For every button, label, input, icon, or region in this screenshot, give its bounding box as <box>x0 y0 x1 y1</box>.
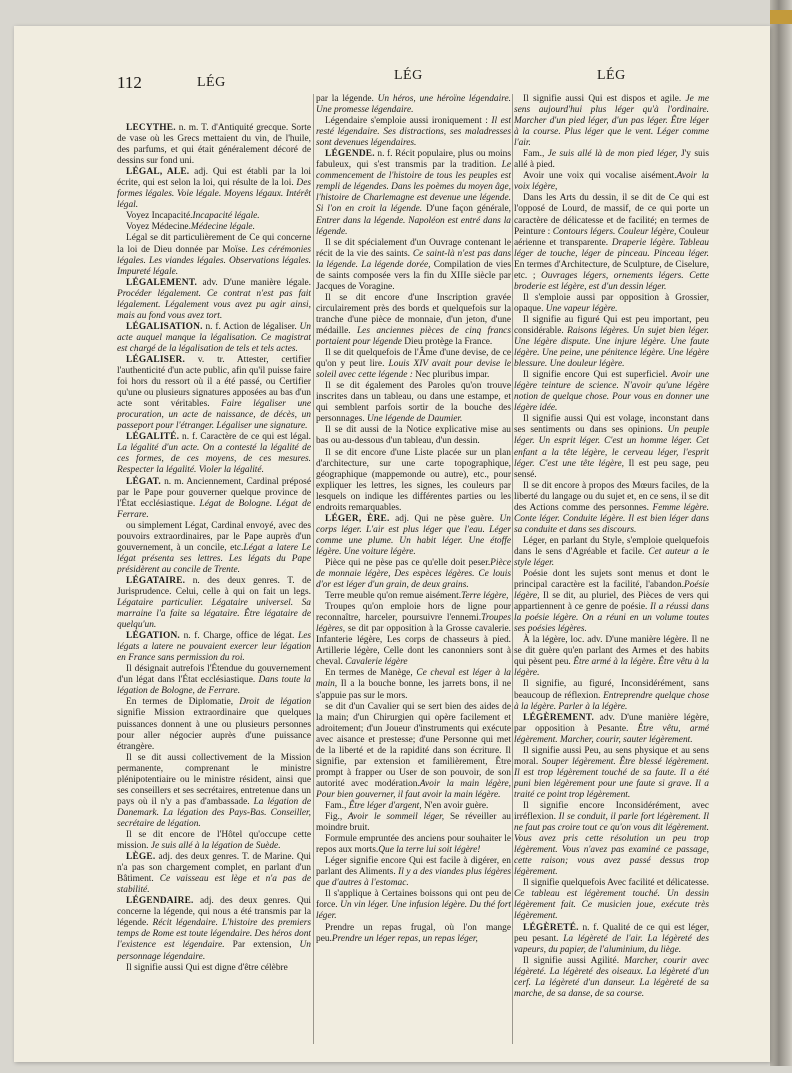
definition-text: Par extension, <box>224 940 292 951</box>
definition-text: Troupes qu'on emploie hors de ligne pour reconnaître, harceler, poursuivre l'ennemi. <box>316 602 511 624</box>
definition-text: n. f. Charge, office de légat. <box>179 631 295 642</box>
definition-text: Il a la bouche bonne, les jarrets bons, il ne s'appuie pas sur le mors. <box>316 679 511 701</box>
example-text: Poésie légère, <box>514 580 709 602</box>
definition-text: Fam., <box>325 801 347 811</box>
example-text: Ouvrages légers, ornements légers. Cette broderie est légère, est d'un dessin léger. <box>514 270 709 292</box>
headword: LÉGAL, ALE. <box>126 167 190 178</box>
dictionary-entry <box>117 576 311 631</box>
example-text: Un acte auquel manque la légalisation. Ce magistrat est chargé de la légalisation de tels et tels actes. <box>117 321 311 354</box>
dictionary-entry <box>117 123 311 167</box>
example-text: Que la terre lui soit légère! <box>378 845 481 856</box>
definition-text: Il se dit quelquefois de l'Âme d'une devise, de ce qu'on y peut lire. <box>316 348 511 370</box>
example-text: Il se conduit, il parle fort légèrement. Il ne faut pas croire tout ce qu'on vous dit légèrement. Vous avez pris cette résolution un peu trop légèrement. Vous n'avez pas examiné ce passage, cette raison; vous avez passé dessus trop légèrement. <box>514 812 709 878</box>
definition-text: Léger signifie encore Qui est facile à digérer, en parlant des Aliments. <box>316 856 511 878</box>
headword: LÉCYTHE. <box>126 123 176 133</box>
page-number: 112 <box>117 73 142 92</box>
running-head-right: LÉG <box>597 68 626 83</box>
dictionary-entry <box>117 896 311 962</box>
example-text: Des formes légales. Voie légale. Moyens légaux. Intérêt légal. <box>117 178 311 211</box>
dictionary-entry <box>117 355 311 432</box>
dictionary-entry <box>514 801 709 878</box>
dictionary-entry <box>514 536 709 569</box>
definition-text: Compilation de vies de saints composée vers la fin du XIIIe siècle par Jacques de Voragine. <box>316 259 511 292</box>
example-text: Une légende de Daumier. <box>364 414 463 425</box>
example-text: Dans toute la légation de Bologne, de Ferrare. <box>117 675 311 697</box>
headword: LÉGAT. <box>126 476 161 487</box>
example-text: Les cérémonies légales. Les viandes légales. Observations légales. Impureté légale. <box>117 244 311 277</box>
book-edge-tab <box>770 10 792 24</box>
definition-text: Formule empruntée des anciens pour souhaiter le repos aux morts. <box>316 834 511 856</box>
dictionary-entry <box>117 852 311 896</box>
dictionary-entry <box>316 448 511 514</box>
dictionary-entry <box>316 293 511 348</box>
definition-text: Il s'applique à Certaines boissons qui ont peu de force. <box>316 889 511 911</box>
example-text: Procéder légalement. Ce contrat n'est pas fait légalement. Légalement vous avez pu agir ainsi, mais au fond vous avez tort. <box>117 288 311 321</box>
example-text: Cet auteur a le style léger. <box>514 546 709 568</box>
dictionary-entry <box>514 293 709 315</box>
dictionary-entry <box>514 746 709 801</box>
dictionary-entry <box>117 233 311 277</box>
example-text: Avoir la main légère, <box>419 778 511 789</box>
example-text: Il y a des viandes plus légères que d'autres à l'estomac. <box>316 867 511 889</box>
dictionary-entry <box>316 348 511 381</box>
dictionary-entry <box>316 801 511 812</box>
dictionary-entry <box>316 514 511 558</box>
example-text: Un personnage légendaire. <box>117 940 311 962</box>
dictionary-entry <box>316 238 511 293</box>
example-text: Louis XIV avait pour devise le soleil avec cette légende : <box>316 359 511 381</box>
dictionary-entry <box>514 635 709 679</box>
definition-text: J'y suis allé à pied. <box>514 149 709 171</box>
dictionary-entry <box>117 477 311 521</box>
definition-text: adv. D'une manière légale. <box>197 277 311 288</box>
example-text: Ce saint-là n'est pas dans la légende. La légende dorée, <box>316 248 511 270</box>
headword: LÈGE. <box>126 852 156 863</box>
definition-text: En termes de Manège, <box>325 668 413 679</box>
example-text: Contours légers. Couleur légère, <box>550 226 677 237</box>
example-text: Marcher, courir avec légèreté. La légèreté des oiseaux. La légèreté d'un cerf. La légèreté d'un danseur. La légèreté de sa marche, de sa danse, de sa course. <box>514 955 709 999</box>
example-text: Raisons légères. Un sujet bien léger. Une légère dispute. Une injure légère. Une faute légère. Une peine, une pénitence légère. Une légère blessure. Une douleur légère. <box>514 325 709 370</box>
definition-text: n. f. Caractère de ce qui est légal. <box>179 432 311 443</box>
definition-text: En termes d'Architecture, de Sculpture, de Ciselure, etc. ; <box>514 259 709 281</box>
dictionary-entry <box>514 370 709 414</box>
definition-text: Il signifie aussi Agilité. <box>523 955 620 966</box>
definition-text: se dit par opposition à la Grosse cavalerie. Infanterie légère, Les corps de chasseurs à pied. Artillerie légère, Celle dont les canonniers sont à cheval. <box>316 624 511 668</box>
definition-text: À la légère, loc. adv. D'une manière légère. Il ne se dit guère qu'en parlant des Armes et des habits qui pèsent peu. <box>514 635 709 668</box>
definition-text: Dans les Arts du dessin, il se dit de Ce qui est l'opposé de Lourd, de massif, de ce qui porte un caractère de délicatesse et de facilité; en termes de Peinture : <box>514 193 709 237</box>
dictionary-entry <box>316 834 511 856</box>
example-text: Terre légère, <box>461 591 509 602</box>
headword: LÉGALISATION. <box>126 321 203 332</box>
definition-text: Il signifie aussi Qui est digne d'être célèbre <box>126 962 288 973</box>
dictionary-entry <box>117 664 311 697</box>
example-text: Ce vaisseau est lège et n'a pas de stabilité. <box>117 874 311 896</box>
example-text: Être armé à la légère. Être vêtu à la légère. <box>514 657 709 679</box>
example-text: Droit de légation <box>233 697 311 708</box>
dictionary-entry <box>316 149 511 237</box>
example-text: Je me sens aujourd'hui plus léger qu'à l'ordinaire. Marcher d'un pied léger, d'un pas léger. Être léger à la course. Plus léger que le vent. Léger comme l'air. <box>514 94 709 149</box>
example-text: Pièce de monnaie légère, <box>316 557 511 580</box>
definition-text: Léger, en parlant du Style, s'emploie quelquefois dans le sens d'Agréable et facile. <box>514 535 709 557</box>
example-text: Être vêtu, armé légèrement. Marcher, courir, sauter légèrement. <box>514 723 709 745</box>
definition-text: n. f. Récit populaire, plus ou moins fabuleux, qui s'est transmis par la tradition. <box>316 149 511 171</box>
definition-text: Il se dit, au pluriel, des Pièces de vers qui appartiennent à ce genre de poésie. <box>514 591 709 613</box>
headword: LÉGALISER. <box>126 354 186 365</box>
headword: LÉGENDE. <box>325 149 375 160</box>
example-text: Je suis allé là de mon pied léger, <box>544 149 678 160</box>
dictionary-entry <box>514 923 709 956</box>
example-text: Des espèces légères. Ce louis d'or est léger d'un grain, de deux grains. <box>316 569 511 591</box>
example-text: Entrer dans la légende. Napoléon est entré dans la légende. <box>316 215 511 237</box>
headword: LÉGATAIRE. <box>126 575 186 586</box>
definition-text: adj. Qui est établi par la loi écrite, qui est selon la loi, qui résulte de la loi. <box>117 167 311 189</box>
dictionary-entry <box>316 889 511 922</box>
dictionary-entry <box>316 591 511 602</box>
definition-text: n. f. Qualité de ce qui est léger, peu pesant. <box>514 922 709 944</box>
dictionary-entry <box>117 963 311 974</box>
example-text: Le commencement de l'histoire de tous les peuples est rempli de légendes. Dans les poèmes du moyen âge, l'histoire de Charlemagne est devenue une légende. Si l'on en croit la légende. <box>316 160 511 215</box>
column-2 <box>316 94 511 1044</box>
example-text: Une vapeur légère. <box>543 303 618 314</box>
definition-text: adj. des deux genres. Qui concerne la légende, qui nous a été transmis par la légende. <box>117 896 311 929</box>
headword: LÉGER, ÈRE. <box>325 513 390 524</box>
definition-text: n. m. T. d'Antiquité grecque. Sorte de vase où les Grecs mettaient du vin, de l'huile, des parfums, et qui était généralement décoré de dessins sur fond uni. <box>117 123 311 167</box>
definition-text: Il s'emploie aussi par opposition à Grossier, opaque. <box>514 292 709 314</box>
example-text: Avoir le sommeil léger, <box>342 812 445 823</box>
definition-text: par la légende. <box>316 94 374 104</box>
column-1 <box>117 123 311 1073</box>
definition-text: Légal se dit particulièrement de Ce qui concerne la loi de Dieu donnée par Moïse. <box>117 233 311 255</box>
example-text: Le légat présenta ses lettres. Les légats du Pape présidèrent au concile de Trente. <box>117 542 311 575</box>
example-text: Être léger d'argent, <box>346 801 422 811</box>
dictionary-entry <box>117 631 311 664</box>
definition-text: N'en avoir guère. <box>421 801 489 811</box>
example-text: Troupes légères, <box>316 613 511 635</box>
definition-text: Il se dit aussi collectivement de la Mission permanente, comprenant le ministre plénipotentiaire ou le ministre résident, ainsi que ses conseillers et ses secrétaires, entretenue dans un pays où il n'y a pas d'ambassade. <box>117 752 311 807</box>
dictionary-entry <box>514 569 709 635</box>
example-text: Un vin léger. Une infusion légère. Du thé fort léger. <box>316 900 511 922</box>
example-text: Pour bien gouverner, il faut avoir la main légère. <box>316 789 501 800</box>
definition-text: En termes de Diplomatie, <box>126 697 234 708</box>
definition-text: Il signifie aussi Peu, au sens physique et au sens moral. <box>514 745 709 767</box>
example-text: Il a réussi dans la poésie légère. <box>514 602 709 624</box>
column-rule-2 <box>512 94 513 1044</box>
definition-text: Il désignait autrefois l'Étendue du gouvernement d'un légat dans l'État ecclésiastique. <box>117 664 311 686</box>
dictionary-entry <box>117 753 311 830</box>
definition-text: Fig., <box>325 812 343 823</box>
dictionary-entry <box>316 668 511 701</box>
dictionary-entry <box>316 702 511 801</box>
dictionary-entry <box>117 830 311 852</box>
definition-text: Pièce qui ne pèse pas ce qu'elle doit peser. <box>325 557 491 568</box>
dictionary-entry <box>514 956 709 1000</box>
definition-text: Il se dit encore de l'Hôtel qu'occupe cette mission. <box>117 830 311 852</box>
example-text: Légat de Bologne. Légat de Ferrare. <box>117 498 311 520</box>
dictionary-entry <box>117 322 311 355</box>
example-text: Médecine légale. <box>190 222 255 233</box>
running-head-left: LÉG <box>197 75 226 90</box>
dictionary-entry <box>117 222 311 233</box>
definition-text: Avoir une voix qui vocalise aisément. <box>523 171 677 182</box>
example-text: Femme légère. Conte léger. Conduite légère. Il est bien léger dans sa conduite et dans ses discours. <box>514 502 709 535</box>
dictionary-entry <box>514 193 709 292</box>
dictionary-entry <box>316 116 511 149</box>
example-text: Avoir une légère teinture de science. N'avoir qu'une légère notion de quelque chose. Pour vous en donner une légère idée. <box>514 370 709 414</box>
example-text: Faire légaliser une procuration, un acte de naissance, de décès, un passeport pour l'étranger. Légaliser une signature. <box>117 399 311 432</box>
headword: LÉGENDAIRE. <box>126 896 194 907</box>
definition-text: se dit d'un Cavalier qui se sert bien des aides de la main; d'un Chirurgien qui opère facilement et adroitement; d'un Joueur d'instruments qui exécute avec aisance et prestesse; d'une Personne qui met de la liberté et de la rapidité dans son écriture. Il signifie, par extension et familièrement, Être prompt à frapper ou User de son pouvoir, de son autorité avec modération. <box>316 701 511 789</box>
definition-text: Il se dit encore d'une Liste placée sur un plan d'architecture, sur une carte topographique, géographique (mappemonde ou autre), etc., pour expliquer les lettres, les signes, les couleurs par lesquels on indique les différentes parties ou les endroits remarquables. <box>316 447 511 513</box>
example-text: Les anciennes pièces de cinq francs portaient pour légende <box>316 325 511 348</box>
dictionary-entry <box>316 856 511 889</box>
dictionary-entry <box>117 278 311 322</box>
definition-text: adv. D'une manière légère, par opposition à Pesante. <box>514 712 709 734</box>
headword: LÉGÈREMENT. <box>523 712 595 723</box>
book-edge <box>770 0 792 1066</box>
definition-text: v. tr. Attester, certifier l'authenticité d'un acte public, afin qu'il puisse faire foi hors du ressort où il a été passé, ou Certifier qu'une ou plusieurs signatures apposées au bas d'un acte sont véritables. <box>117 354 311 410</box>
example-text: Les légats a latere ne pouvaient exercer leur légation en France sans permission du roi. <box>117 631 311 664</box>
example-text: La légalité d'un acte. On a contesté la légalité de ces formes, de ces moyens, de ces mesures. Respecter la légalité. Violer la légalité. <box>117 443 311 476</box>
example-text: Souper légèrement. Être blessé légèrement. Il est trop légèrement touché de sa faute. Il a été puni bien légèrement pour une faute si grave. Il a traité ce point trop légèrement. <box>514 756 709 800</box>
dictionary-entry <box>514 481 709 536</box>
definition-text: Il se dit encore d'une Inscription gravée circulairement près des bords et quelquefois sur la tranche d'une pièce de monnaie, d'un jeton, d'une médaille. <box>316 292 511 336</box>
example-text: Cavalerie légère <box>342 657 408 668</box>
definition-text: n. des deux genres. T. de Jurisprudence. Celui, celle à qui on fait un legs. <box>117 575 311 597</box>
example-text: Prendre un léger repas, un repas léger, <box>331 933 478 944</box>
example-text: Incapacité légale. <box>192 211 260 222</box>
example-text: On a réuni en un volume toutes ses poésies légères. <box>514 613 709 635</box>
dictionary-entry <box>316 94 511 116</box>
definition-text: Se réveiller au moindre bruit. <box>316 812 511 834</box>
example-text: Avoir la voix légère, <box>514 171 709 193</box>
definition-text: Il signifie aussi Qui est volage, inconstant dans ses sentiments ou dans ses opinions. <box>514 414 709 436</box>
column-rule-1 <box>313 94 314 1044</box>
dictionary-entry <box>514 171 709 193</box>
running-head-center: LÉG <box>394 68 423 83</box>
dictionary-entry <box>316 425 511 447</box>
dictionary-entry <box>117 697 311 752</box>
definition-text: Poésie dont les sujets sont menus et dont le principal caractère est la facilité, l'abandon. <box>514 569 709 591</box>
dictionary-entry <box>514 878 709 922</box>
definition-text: Fam., <box>523 149 545 160</box>
headword: LÉGATION. <box>126 631 180 642</box>
definition-text: Il signifie, au figuré, Inconsidérément, sans beaucoup de réflexion. <box>514 679 709 701</box>
definition-text: D'une façon générale, <box>422 204 511 215</box>
definition-text: Il signifie encore Inconsidérément, avec irréflexion. <box>514 801 709 823</box>
definition-text: Il se dit aussi de la Notice explicative mise au bas ou au-dessous d'un tableau, d'un dessin. <box>316 425 511 447</box>
definition-text: Dieu protège la France. <box>401 337 493 348</box>
dictionary-entry <box>514 713 709 746</box>
dictionary-entry <box>316 923 511 945</box>
definition-text: adj. Qui ne pèse guère. <box>389 513 494 524</box>
definition-text: Terre meuble qu'on remue aisément. <box>325 591 462 602</box>
definition-text: ou simplement Légat, Cardinal envoyé, avec des pouvoirs extraordinaires, par le Pape auprès d'un gouvernement, à un concile, etc. <box>117 520 311 553</box>
example-text: Draperie légère. Tableau léger de touche, léger de pinceau. Pinceau léger. <box>514 237 709 259</box>
headword: LÉGALEMENT. <box>126 277 198 288</box>
definition-text: n. m. Anciennement, Cardinal préposé par le Pape pour gouverner quelque province de l'État ecclésiastique. <box>117 476 311 509</box>
example-text: Récit légendaire. L'histoire des premiers temps de Rome est toute légendaire. Des héros dont l'existence est légendaire. <box>117 918 311 951</box>
definition-text: Il se dit également des Paroles qu'on trouve inscrites dans un tableau, ou dans une estampe, et qui semblent parfois sortir de la bouche des personnages. <box>316 381 511 425</box>
example-text: Je suis allé à la légation de Suède. <box>148 841 281 852</box>
example-text: La légèreté de l'air. La légèreté des vapeurs, du papier, de l'aluminium, du liège. <box>514 933 709 955</box>
example-text: Légat a latere <box>243 542 299 553</box>
definition-text: Voyez Médecine. <box>126 222 191 233</box>
headword: LÉGALITÉ. <box>126 432 180 443</box>
definition-text: Couleur aérienne et transparente. <box>514 226 709 248</box>
dictionary-entry <box>514 414 709 480</box>
definition-text: Il signifie au figuré Qui est peu important, peu considérable. <box>514 314 709 336</box>
definition-text: Légendaire s'emploie aussi ironiquement : <box>325 116 488 127</box>
dictionary-entry <box>117 432 311 476</box>
example-text: La légation de Danemark. La légation des Pays-Bas. Conseiller, secrétaire de légation. <box>117 796 311 829</box>
example-text: Il est resté légendaire. Ses distractions, ses maladresses sont devenues légendaires. <box>316 116 511 149</box>
definition-text: n. f. Action de légaliser. <box>202 321 297 332</box>
definition-text: Prendre un repas frugal, où l'on mange peu. <box>316 922 511 944</box>
dictionary-entry <box>316 812 511 834</box>
column-3 <box>514 94 709 1044</box>
dictionary-entry <box>514 149 709 171</box>
example-text: Ce cheval est léger à la main, <box>316 668 511 690</box>
headword: LÉGÈRETÉ. <box>523 922 579 933</box>
example-text: Un corps léger. L'air est plus léger que l'eau. Léger comme une plume. Un habit léger. Une étoffe légère. Une voiture légère. <box>316 513 511 557</box>
dictionary-entry <box>117 211 311 222</box>
definition-text: Il signifie aussi Qui est dispos et agile. <box>523 94 682 104</box>
example-text: Légataire particulier. Légataire universel. Sa marraine l'a faite sa légataire. Être légataire de quelqu'un. <box>117 598 311 631</box>
dictionary-entry <box>117 167 311 211</box>
definition-text: Voyez Incapacité. <box>126 211 193 222</box>
definition-text: Il se dit encore à propos des Mœurs faciles, de la liberté du langage ou du sujet et, en ce sens, il se dit des Actions comme des personnes. <box>514 480 709 513</box>
example-text: Ce tableau est légèrement touché. Un dessin légèrement fait. Ce musicien joue, exécute très légèrement. <box>514 889 709 922</box>
example-text: Entreprendre quelque chose à la légère. Parler à la légère. <box>514 690 709 712</box>
definition-text: Il se dit spécialement d'un Ouvrage contenant le récit de la vie des saints. <box>316 237 511 259</box>
definition-text: signifie Mission extraordinaire que quelques puissances donnent à une ou plusieurs personnes pour aller négocier auprès d'une puissance étrangère. <box>117 708 311 752</box>
dictionary-entry <box>316 558 511 591</box>
example-text: Un héros, une héroïne légendaire. Une promesse légendaire. <box>316 94 511 116</box>
dictionary-page <box>14 26 770 1062</box>
dictionary-entry <box>316 381 511 425</box>
dictionary-entry <box>514 315 709 370</box>
dictionary-entry <box>316 602 511 668</box>
definition-text: Il signifie encore Qui est superficiel. <box>523 370 668 381</box>
dictionary-entry <box>514 679 709 712</box>
definition-text: Il est peu sage, peu sensé. <box>514 458 709 480</box>
definition-text: Nec pluribus impar. <box>412 370 490 381</box>
definition-text: adj. des deux genres. T. de Marine. Qui n'a pas son chargement complet, en parlant d'un Bâtiment. <box>117 852 311 885</box>
dictionary-entry <box>514 94 709 149</box>
definition-text: Il signifie quelquefois Avec facilité et délicatesse. <box>523 878 709 889</box>
dictionary-entry <box>117 521 311 576</box>
example-text: Un peuple léger. Un esprit léger. C'est un homme léger. Cet enfant a la tête légère, le cerveau léger, l'esprit léger. C'est une tête légère, <box>514 425 709 469</box>
